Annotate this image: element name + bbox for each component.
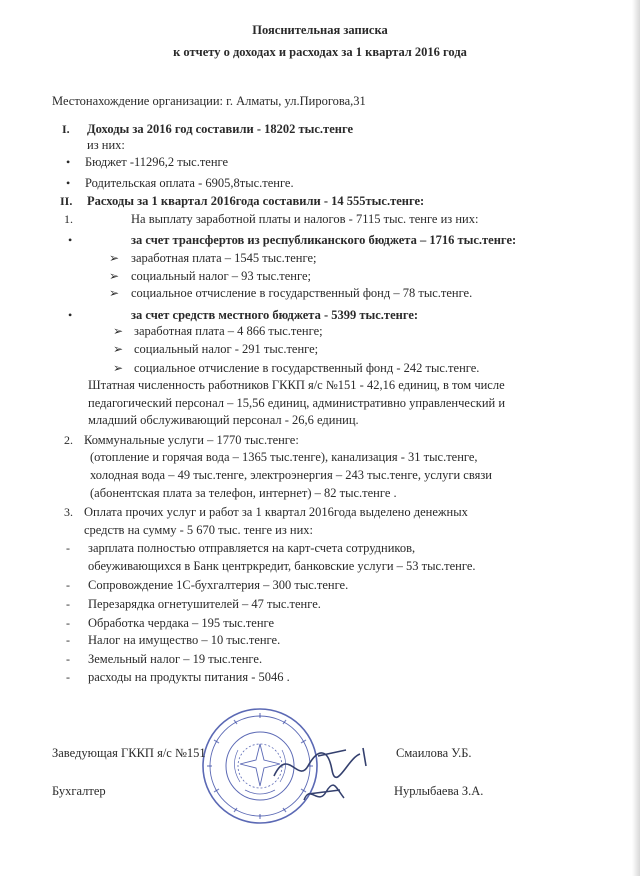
signature-accountant bbox=[300, 780, 350, 808]
dash-bullet-icon: - bbox=[66, 541, 70, 555]
staff-line: младший обслуживающий персонал - 26,6 единиц. bbox=[88, 413, 359, 427]
arrow-bullet-icon: ➢ bbox=[109, 269, 120, 283]
section-1-heading: Доходы за 2016 год составили - 18202 тыс.тенге bbox=[87, 122, 354, 136]
arrow-bullet-icon: ➢ bbox=[109, 286, 120, 300]
dash-bullet-icon: - bbox=[66, 597, 70, 611]
republican-item: заработная плата – 1545 тыс.тенге; bbox=[131, 251, 317, 265]
dash-bullet-icon: - bbox=[66, 578, 70, 592]
sub-2-line: холодная вода – 49 тыс.тенге, электроэнергия – 243 тыс.тенге, услуги связи bbox=[90, 468, 492, 482]
income-item: Бюджет -11296,2 тыс.тенге bbox=[85, 155, 229, 169]
section-2-heading: Расходы за 1 квартал 2016года составили - 14 555тыс.тенге: bbox=[87, 194, 425, 208]
sub-2-line: (абонентская плата за телефон, интернет) – 82 тыс.тенге . bbox=[90, 486, 397, 500]
other-item: зарплата полностью отправляется на карт-счета сотрудников, bbox=[88, 541, 416, 555]
bullet-icon: • bbox=[66, 176, 71, 190]
sub-2-marker: 2. bbox=[64, 433, 73, 447]
dash-bullet-icon: - bbox=[66, 616, 70, 630]
bullet-icon: • bbox=[68, 233, 73, 247]
local-item: заработная плата – 4 866 тыс.тенге; bbox=[134, 324, 323, 338]
republican-item: социальный налог – 93 тыс.тенге; bbox=[131, 269, 311, 283]
bullet-icon: • bbox=[66, 155, 71, 169]
sub-2-line: (отопление и горячая вода – 1365 тыс.тенге), канализация - 31 тыс.тенге, bbox=[90, 450, 478, 464]
sub-3-line: средств на сумму - 5 670 тыс. тенге из них: bbox=[84, 523, 313, 537]
title-line-2: к отчету о доходах и расходах за 1 квартал 2016 года bbox=[173, 45, 467, 59]
section-1-marker: I. bbox=[62, 122, 70, 136]
sub-1-text: На выплату заработной платы и налогов - 7115 тыс. тенге из них: bbox=[131, 212, 479, 226]
arrow-bullet-icon: ➢ bbox=[113, 324, 124, 338]
other-item: Земельный налог – 19 тыс.тенге. bbox=[88, 652, 263, 666]
other-item: Налог на имущество – 10 тыс.тенге. bbox=[88, 633, 281, 647]
sub-1-marker: 1. bbox=[64, 212, 73, 226]
accountant-title: Бухгалтер bbox=[52, 784, 106, 798]
republican-heading: за счет трансфертов из республиканского бюджета – 1716 тыс.тенге: bbox=[131, 233, 517, 247]
bullet-icon: • bbox=[68, 308, 73, 322]
dash-bullet-icon: - bbox=[66, 670, 70, 684]
other-item: расходы на продукты питания - 5046 . bbox=[88, 670, 290, 684]
sub-2-heading: Коммунальные услуги – 1770 тыс.тенге: bbox=[84, 433, 299, 447]
other-item-cont: обеуживающихся в Банк центркредит, банковские услуги – 53 тыс.тенге. bbox=[88, 559, 476, 573]
head-title: Заведующая ГККП я/с №151 bbox=[52, 746, 206, 760]
local-heading: за счет средств местного бюджета - 5399 тыс.тенге: bbox=[131, 308, 419, 322]
sub-3-line: Оплата прочих услуг и работ за 1 квартал 2016года выделено денежных bbox=[84, 505, 468, 519]
dash-bullet-icon: - bbox=[66, 633, 70, 647]
sub-3-marker: 3. bbox=[64, 505, 73, 519]
arrow-bullet-icon: ➢ bbox=[113, 342, 124, 356]
other-item: Обработка чердака – 195 тыс.тенге bbox=[88, 616, 275, 630]
staff-line: педагогический персонал – 15,56 единиц, административно управленческий и bbox=[88, 396, 506, 410]
location-line: Местонахождение организации: г. Алматы, ул.Пирогова,31 bbox=[52, 94, 366, 108]
arrow-bullet-icon: ➢ bbox=[109, 251, 120, 265]
local-item: социальный налог - 291 тыс.тенге; bbox=[134, 342, 319, 356]
head-name: Смаилова У.Б. bbox=[396, 746, 472, 760]
accountant-name: Нурлыбаева З.А. bbox=[394, 784, 484, 798]
other-item: Перезарядка огнетушителей – 47 тыс.тенге. bbox=[88, 597, 321, 611]
income-item: Родительская оплата - 6905,8тыс.тенге. bbox=[85, 176, 294, 190]
local-item: социальное отчисление в государственный фонд - 242 тыс.тенге. bbox=[134, 361, 480, 375]
staff-line: Штатная численность работников ГККП я/с №151 - 42,16 единиц, в том числе bbox=[88, 378, 505, 392]
other-item: Сопровождение 1С-бухгалтерия – 300 тыс.тенге. bbox=[88, 578, 349, 592]
section-1-sub: из них: bbox=[87, 138, 125, 152]
arrow-bullet-icon: ➢ bbox=[113, 361, 124, 375]
scan-edge-shadow bbox=[632, 0, 640, 876]
republican-item: социальное отчисление в государственный фонд – 78 тыс.тенге. bbox=[131, 286, 473, 300]
section-2-marker: II. bbox=[60, 194, 73, 208]
title-line-1: Пояснительная записка bbox=[252, 23, 388, 37]
dash-bullet-icon: - bbox=[66, 652, 70, 666]
